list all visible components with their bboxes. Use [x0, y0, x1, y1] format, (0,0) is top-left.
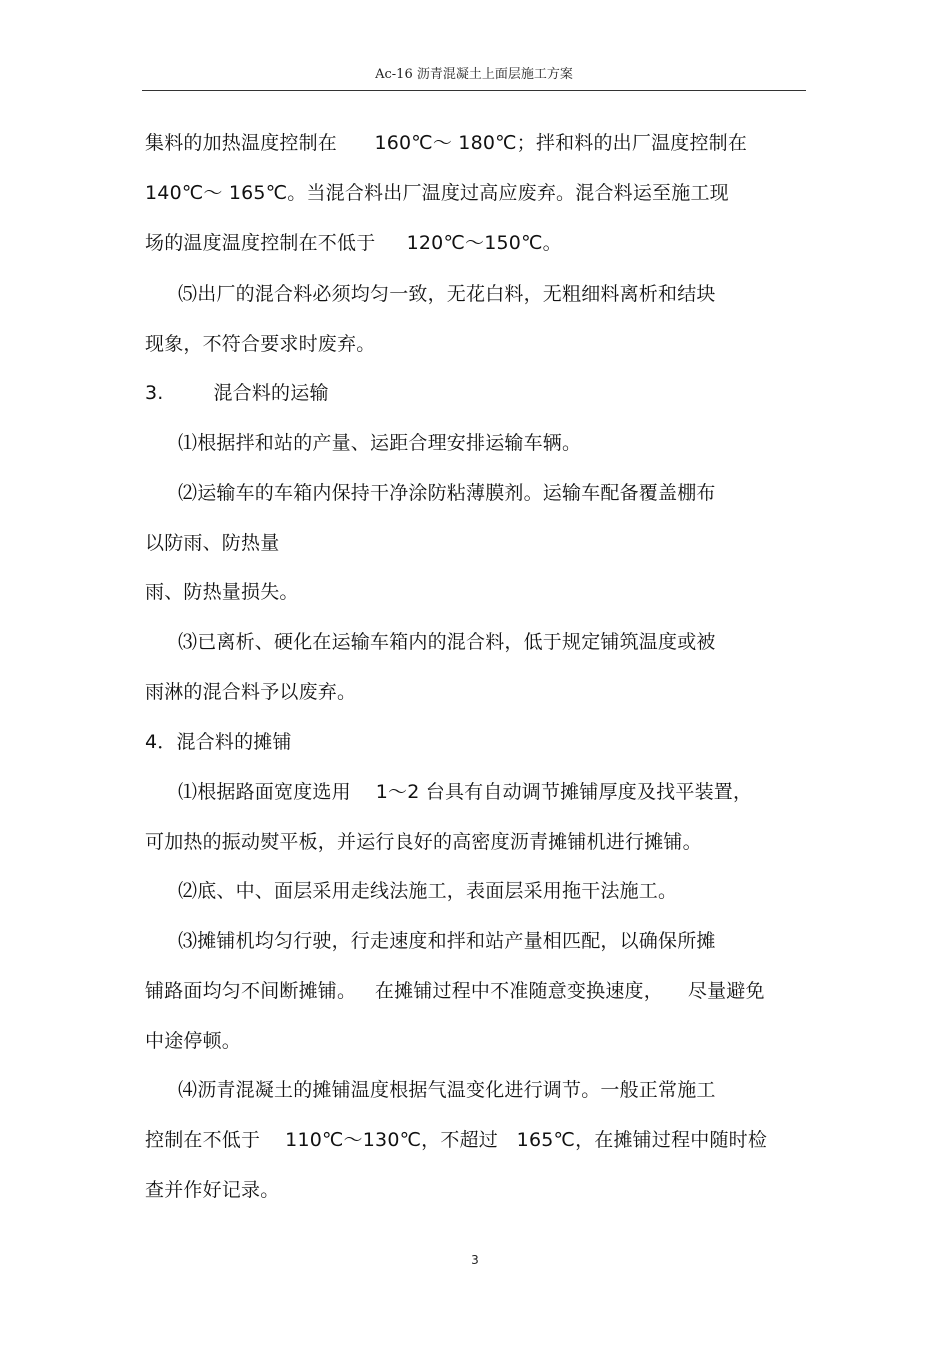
body-line: 中途停顿。 [145, 1030, 242, 1052]
body-line: 集料的加热温度控制在 160℃～ 180℃；拌和料的出厂温度控制在 [145, 132, 748, 154]
body-line: ⑵底、中、面层采用走线法施工，表面层采用拖干法施工。 [178, 880, 678, 902]
body-line: ⑴根据拌和站的产量、运距合理安排运输车辆。 [178, 432, 582, 454]
page-header: Ac-16 沥青混凝土上面层施工方案 [375, 67, 573, 82]
body-line: ⑷沥青混凝土的摊铺温度根据气温变化进行调节。一般正常施工 [178, 1079, 716, 1101]
body-line: 场的温度温度控制在不低于 120℃～150℃。 [145, 232, 562, 254]
page-number: 3 [471, 1253, 479, 1267]
body-line: ⑶摊铺机均匀行驶，行走速度和拌和站产量相匹配，以确保所摊 [178, 930, 716, 952]
body-line: 可加热的振动熨平板，并运行良好的高密度沥青摊铺机进行摊铺。 [145, 831, 702, 853]
body-line: 140℃～ 165℃。当混合料出厂温度过高应废弃。混合料运至施工现 [145, 182, 729, 204]
body-line: ⑸出厂的混合料必须均匀一致，无花白料，无粗细料离析和结块 [178, 283, 716, 305]
body-line: ⑵运输车的车箱内保持干净涂防粘薄膜剂。运输车配备覆盖棚布 [178, 482, 716, 504]
body-line: 雨、防热量损失。 [145, 581, 299, 603]
body-line: ⑶已离析、硬化在运输车箱内的混合料，低于规定铺筑温度或被 [178, 631, 716, 653]
body-line: 查并作好记录。 [145, 1179, 280, 1201]
body-line: 雨淋的混合料予以废弃。 [145, 681, 357, 703]
section-heading: 3. 混合料的运输 [145, 382, 329, 404]
body-line: 以防雨、防热量 [145, 532, 280, 554]
section-heading: 4．混合料的摊铺 [145, 731, 292, 753]
body-line: 铺路面均匀不间断摊铺。 在摊铺过程中不准随意变换速度， 尽量避免 [145, 980, 765, 1002]
body-line: ⑴根据路面宽度选用 1～2 台具有自动调节摊铺厚度及找平装置， [178, 781, 753, 803]
body-line: 控制在不低于 110℃～130℃，不超过 165℃，在摊铺过程中随时检 [145, 1129, 768, 1151]
body-line: 现象，不符合要求时废弃。 [145, 333, 376, 355]
header-rule [142, 90, 806, 91]
